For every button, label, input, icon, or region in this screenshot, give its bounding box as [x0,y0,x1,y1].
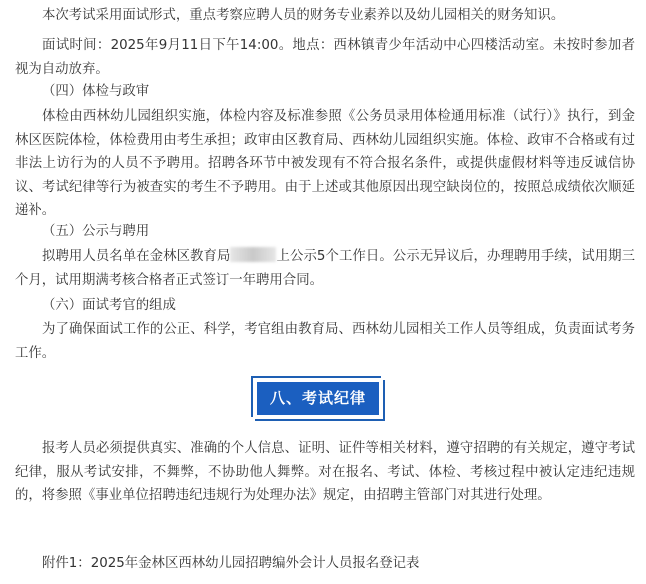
paragraph-publicity-hiring [15,245,635,292]
heading-physical-exam: （四）体检与政审 [42,84,150,99]
redacted-text [230,247,276,262]
heading-examiners: （六）面试考官的组成 [42,298,176,313]
publicity-text-before: 拟聘用人员名单在金林区教育局 [42,249,231,264]
attachment-link[interactable]: 附件1：2025年金林区西林幼儿园招聘编外会计人员报名登记表 [42,556,420,571]
paragraph-examiners: 为了确保面试工作的公正、科学，考官组由教育局、西林幼儿园相关工作人员等组成，负责面试考务工作。 [15,322,635,361]
paragraph-interview-time: 面试时间：2025年9月11日下午14:00。地点：西林镇青少年活动中心四楼活动室。未按时参加者视为自动放弃。 [15,38,635,77]
section-title: 八、考试纪律 [257,382,379,415]
paragraph-physical-exam: 体检由西林幼儿园组织实施，体检内容及标准参照《公务员录用体检通用标准（试行）》执行，到金林区医院体检，体检费用由考生承担；政审由区教育局、西林幼儿园组织实施。体检、政审不合格或有过非法上访行为的人员不予聘用。招聘各环节中被发现有不符合报名条件，或提供虚假材料等违反诚信协议、考试纪律等行为被查实的考生不予聘用。由于上述或其他原因出现空缺岗位的，按照总成绩依次顺延递补。 [15,109,635,218]
heading-publicity-hiring: （五）公示与聘用 [42,224,150,239]
paragraph-exam-format: 本次考试采用面试形式，重点考察应聘人员的财务专业素养以及幼儿园相关的财务知识。 [42,8,565,23]
paragraph-exam-discipline: 报考人员必须提供真实、准确的个人信息、证明、证件等相关材料，遵守招聘的有关规定，遵守考试纪律，服从考试安排，不舞弊，不协助他人舞弊。对在报名、考试、体检、考核过程中被认定违纪违规的，将参照《事业单位招聘违纪违规行为处理办法》规定，由招聘主管部门对其进行处理。 [15,441,635,503]
publicity-text-after: 上公示5个工作日。公示无异议后，办理聘用手续，试用期三个月，试用期满考核合格者正式签订一年聘用合同。 [15,249,635,288]
section-badge-exam-discipline [251,376,385,421]
